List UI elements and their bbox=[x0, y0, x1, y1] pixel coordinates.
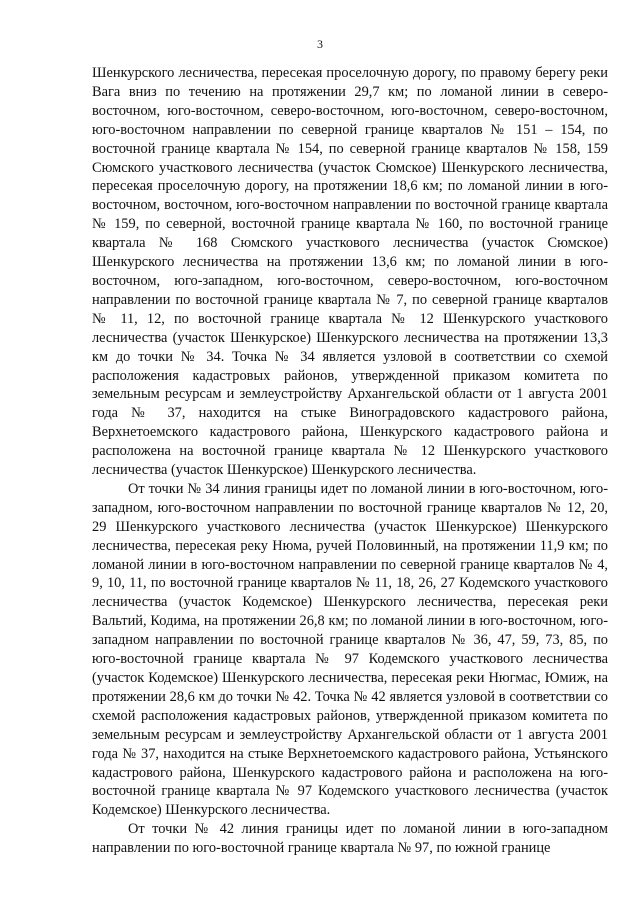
page-number: 3 bbox=[317, 37, 323, 51]
paragraph-3: От точки № 42 линия границы идет по ломаной линии в юго-западном направлении по юго-восточной границе квартала № 97, по южной границе bbox=[92, 821, 608, 857]
document-body bbox=[92, 64, 608, 858]
paragraph-1: Шенкурского лесничества, пересекая проселочную дорогу, по правому берегу реки Вага вниз по течению на протяжении 29,7 км; по ломаной линии в северо-восточном, юго-восточном, северо-восточном, юго-восточном, северо-восточном, юго-восточном направлении по северной границе кварталов № 151 – 154, по восточной границе квартала № 154, по северной границе кварталов № 158, 159 Сюмского участкового лесничества (участок Сюмское) Шенкурского лесничества, пересекая проселочную дорогу, на протяжении 18,6 км; по ломаной линии в юго-восточном, восточном, юго-восточном направлении по восточной границе квартала № 159, по северной, восточной границе квартала № 160, по восточной границе квартала № 168 Сюмского участкового лесничества (участок Сюмское) Шенкурского лесничества на протяжении 13,6 км; по ломаной линии в юго-восточном, юго-западном, юго-восточном, северо-восточном, юго-восточном направлении по восточной границе квартала № 7, по северной границе кварталов № 11, 12, по восточной границе квартала № 12 Шенкурского участкового лесничества (участок Шенкурское) Шенкурского лесничества на протяжении 13,3 км до точки № 34. Точка № 34 является узловой в соответствии со схемой расположения кадастровых районов, утвержденной приказом комитета по земельным ресурсам и землеустройству Архангельской области от 1 августа 2001 года № 37, находится на стыке Виноградовского кадастрового района, Верхнетоемского кадастрового района, Шенкурского кадастрового района и расположена на восточной границе квартала № 12 Шенкурского участкового лесничества (участок Шенкурское) Шенкурского лесничества. bbox=[92, 65, 608, 479]
paragraph-2: От точки № 34 линия границы идет по ломаной линии в юго-восточном, юго-западном, юго-восточном направлении по восточной границе кварталов № 12, 20, 29 Шенкурского участкового лесничества (участок Шенкурское) Шенкурского лесничества, пересекая реку Нюма, ручей Половинный, на протяжении 11,9 км; по ломаной линии в юго-восточном направлении по северной границе кварталов № 4, 9, 10, 11, по восточной границе кварталов № 11, 18, 26, 27 Кодемского участкового лесничества (участок Кодемское) Шенкурского лесничества, пересекая реки Вальтий, Кодима, на протяжении 26,8 км; по ломаной линии в юго-восточном, юго-западном направлении по восточной границе кварталов № 36, 47, 59, 73, 85, по юго-восточной границе квартала № 97 Кодемского участкового лесничества (участок Кодемское) Шенкурского лесничества, пересекая реки Нюгмас, Юмиж, на протяжении 28,6 км до точки № 42. Точка № 42 является узловой в соответствии со схемой расположения кадастровых районов, утвержденной приказом комитета по земельным ресурсам и землеустройству Архангельской области от 1 августа 2001 года № 37, находится на стыке Верхнетоемского кадастрового района, Устьянского кадастрового района, Шенкурского кадастрового района и расположена на юго-восточной границе квартала № 97 Кодемского участкового лесничества (участок Кодемское) Шенкурского лесничества. bbox=[92, 480, 608, 819]
